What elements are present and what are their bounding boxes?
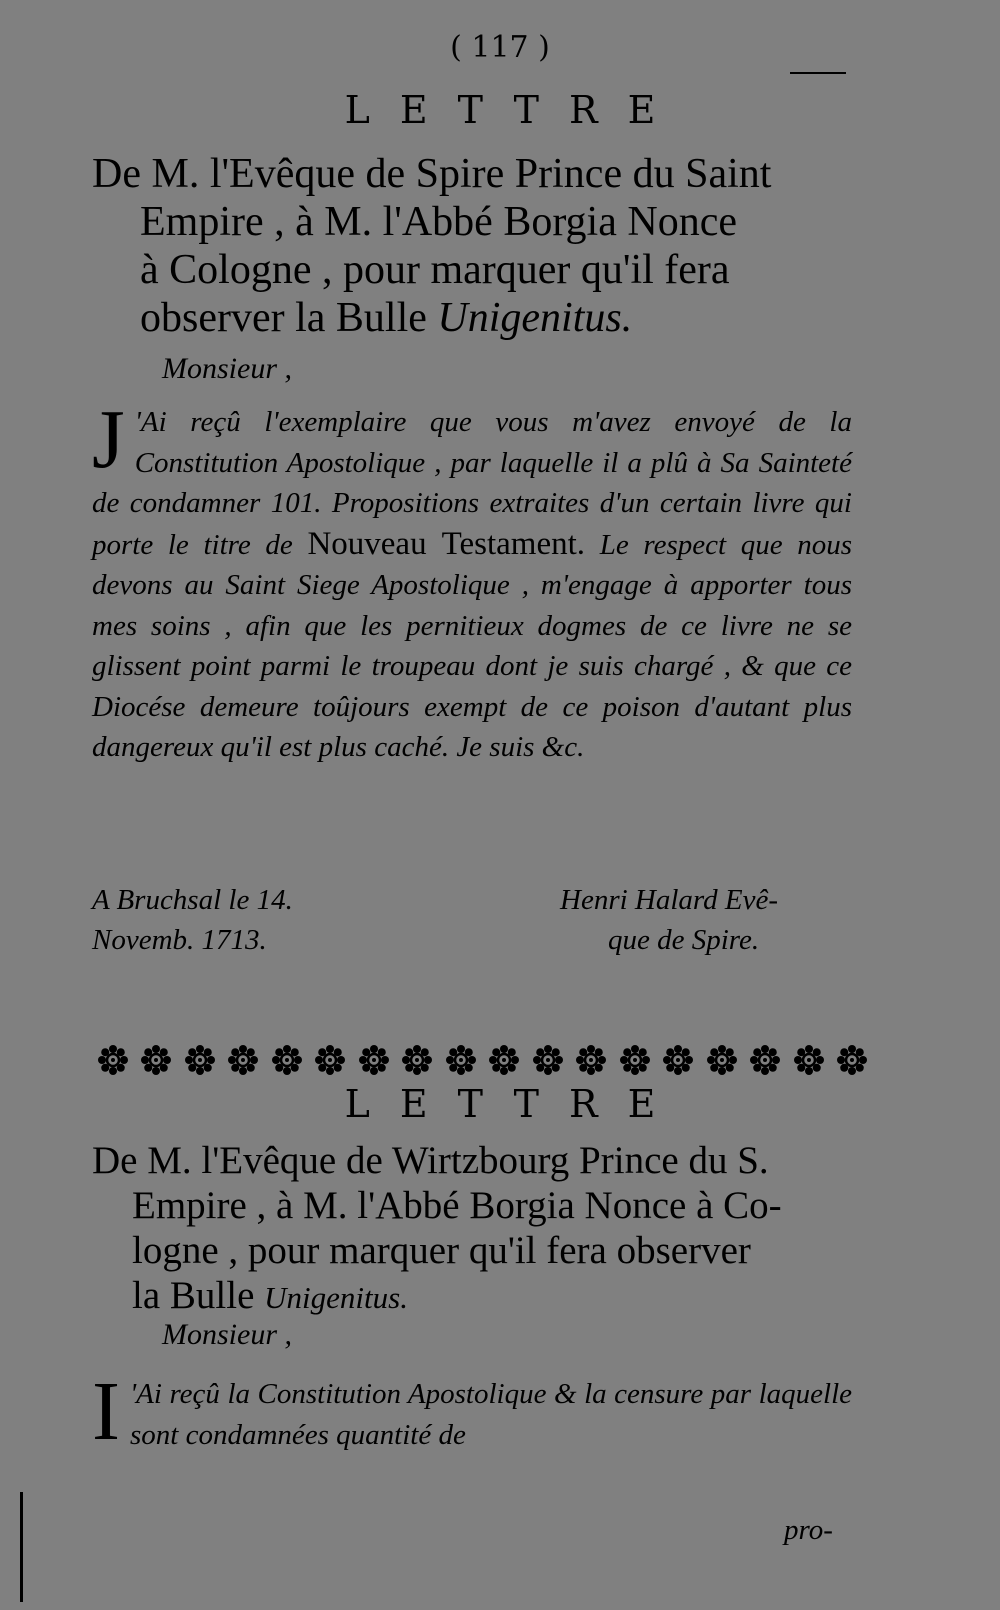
letter1-subtitle-line-4: observer la Bulle	[140, 295, 438, 341]
letter2-subtitle-line-2: Empire , à M. l'Abbé Borgia Nonce à Co-	[132, 1184, 782, 1227]
letter1-date-line: Novemb. 1713.	[92, 924, 267, 956]
ornament-flower-icon	[356, 1042, 392, 1078]
letter1-subtitle-italic: Unigenitus.	[437, 295, 633, 341]
letter1-place-date	[92, 880, 293, 960]
ornament-flower-icon	[530, 1042, 566, 1078]
ornament-flower-icon	[269, 1042, 305, 1078]
ornament-band	[95, 1038, 870, 1082]
ornament-flower-icon	[399, 1042, 435, 1078]
letter2-subtitle-line-3: logne , pour marquer qu'il fera observer	[132, 1229, 751, 1272]
ornament-flower-icon	[443, 1042, 479, 1078]
letter2-heading: LETTRE	[344, 1082, 686, 1126]
ornament-flower-icon	[486, 1042, 522, 1078]
ornament-flower-icon	[747, 1042, 783, 1078]
page-number: ( 117 )	[450, 30, 550, 65]
letter2-subtitle-line-1: De M. l'Evêque de Wirtzbourg Prince du S.	[92, 1139, 769, 1182]
letter1-dropcap: J	[92, 393, 125, 486]
letter2-body-italic: 'Ai reçû la Constitution Apostolique & la censure par laquelle sont condamnées quantité de	[129, 1378, 852, 1451]
letter1-body-italic-2: Le respect que nous devons au Saint Siege Apostolique , m'engage à apporter tous mes soins , afin que les pernitieux dogmes de ce livre ne se glissent point parmi le troupeau dont je suis chargé , & que ce Diocése demeure toûjours exempt de ce poison d'autant plus dangereux qu'il est plus caché. Je suis &c.	[92, 528, 853, 763]
letter2-subtitle	[92, 1138, 872, 1320]
letter1-salutation: Monsieur ,	[162, 352, 292, 385]
ornament-flower-icon	[834, 1042, 870, 1078]
letter2-salutation: Monsieur ,	[162, 1318, 292, 1351]
letter1-body	[92, 393, 853, 768]
scan-edge-mark	[20, 1492, 23, 1602]
ornament-flower-icon	[312, 1042, 348, 1078]
letter1-subtitle-line-1: De M. l'Evêque de Spire Prince du Saint	[92, 151, 772, 197]
ornament-flower-icon	[138, 1042, 174, 1078]
letter1-signature-line-2: que de Spire.	[608, 924, 760, 956]
catchword: pro-	[784, 1514, 833, 1546]
letter1-subtitle	[92, 150, 872, 342]
letter2-body	[92, 1365, 852, 1458]
ornament-flower-icon	[182, 1042, 218, 1078]
letter1-body-roman: Nouveau Testament.	[307, 525, 586, 562]
scan-top-mark	[790, 72, 846, 74]
ornament-flower-icon	[225, 1042, 261, 1078]
letter2-subtitle-line-4: la Bulle	[132, 1274, 265, 1317]
ornament-flower-icon	[660, 1042, 696, 1078]
ornament-flower-icon	[617, 1042, 653, 1078]
letter1-place-line: A Bruchsal le 14.	[92, 884, 293, 916]
letter1-subtitle-line-2: Empire , à M. l'Abbé Borgia Nonce	[140, 199, 737, 245]
letter1-body-italic-1: 'Ai reçû l'exemplaire que vous m'avez envoyé de la Constitution Apostolique , par laquelle il a plû à Sa Sainteté de condamner 101. Propositions extraites d'un certain livre qui porte le titre de	[92, 406, 852, 561]
letter1-signature-line-1: Henri Halard Evê-	[560, 884, 778, 916]
letter1-signature	[560, 880, 852, 960]
ornament-flower-icon	[791, 1042, 827, 1078]
ornament-flower-icon	[704, 1042, 740, 1078]
letter1-subtitle-line-3: à Cologne , pour marquer qu'il fera	[140, 247, 730, 293]
ornament-flower-icon	[573, 1042, 609, 1078]
letter2-subtitle-italic: Unigenitus.	[264, 1280, 408, 1315]
letter2-dropcap: I	[92, 1365, 120, 1458]
ornament-flower-icon	[95, 1042, 131, 1078]
letter1-heading: LETTRE	[344, 88, 686, 132]
